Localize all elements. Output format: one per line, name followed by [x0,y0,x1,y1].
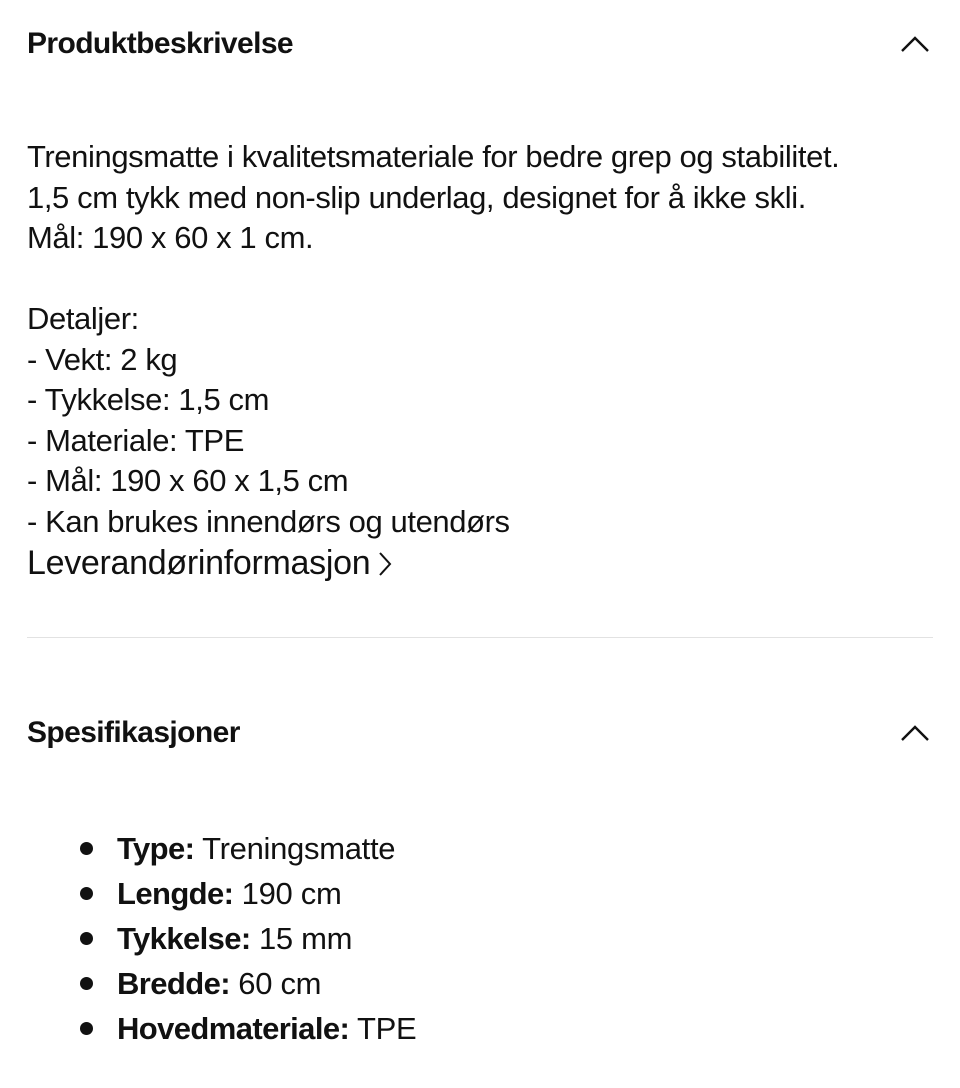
chevron-right-icon [378,551,392,577]
description-line: Mål: 190 x 60 x 1 cm. [27,220,314,255]
product-description-body [27,137,947,542]
spec-item [0,1006,416,1051]
spec-item [0,916,416,961]
spec-value: 190 cm [233,876,342,911]
supplier-info-link[interactable] [27,541,392,585]
paragraph-gap [27,259,947,300]
section-divider [27,637,933,638]
details-item: - Materiale: TPE [27,422,244,458]
supplier-info-label: Leverandørinformasjon [27,543,371,582]
specifications-list [0,826,416,1051]
details-item: - Kan brukes innendørs og utendørs [27,503,510,539]
bullet-icon [80,1022,93,1035]
spec-value: TPE [349,1011,417,1046]
spec-label: Hovedmateriale: [117,1011,350,1046]
spec-value: 15 mm [250,921,353,956]
product-description-title: Produktbeskrivelse [27,27,293,60]
spec-label: Tykkelse: [117,921,251,956]
product-description-header[interactable] [27,20,933,68]
spec-value: 60 cm [229,966,322,1001]
details-heading: Detaljer: [27,301,139,336]
chevron-up-icon[interactable] [895,24,935,64]
spec-label: Type: [117,831,195,866]
spec-item [0,961,416,1006]
details-item: - Vekt: 2 kg [27,341,178,377]
bullet-icon [80,932,93,945]
bullet-icon [80,977,93,990]
specifications-title: Spesifikasjoner [27,716,240,749]
bullet-icon [80,887,93,900]
spec-item [0,826,416,871]
chevron-up-icon[interactable] [895,713,935,753]
spec-label: Bredde: [117,966,230,1001]
bullet-icon [80,842,93,855]
spec-item [0,871,416,916]
description-line: Treningsmatte i kvalitetsmateriale for bedre grep og stabilitet. [27,139,840,174]
description-line: 1,5 cm tykk med non-slip underlag, designet for å ikke skli. [27,179,806,215]
specifications-header[interactable] [27,709,933,757]
details-item: - Tykkelse: 1,5 cm [27,382,270,417]
details-item: - Mål: 190 x 60 x 1,5 cm [27,463,349,498]
spec-label: Lengde: [117,876,234,911]
spec-value: Treningsmatte [194,831,396,866]
